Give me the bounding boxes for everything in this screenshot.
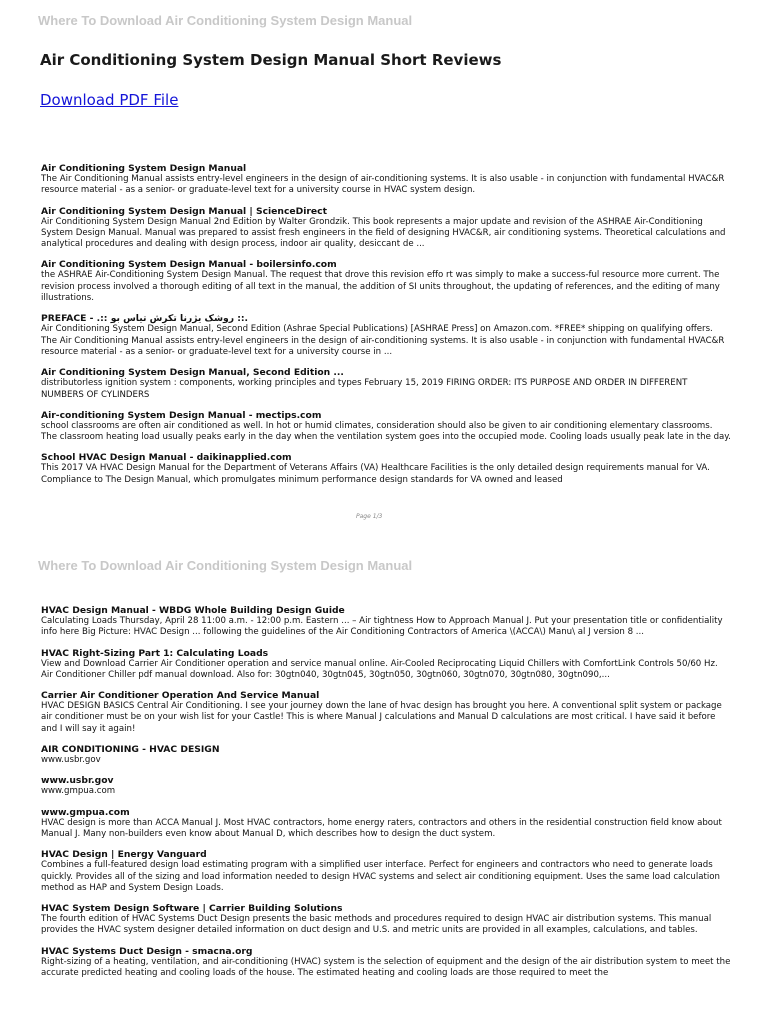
entry-text: The Air Conditioning Manual assists entry-level engineers in the design of air-conditioning systems. It is also usable - in conjunction with fundamental HVAC&R resource material - as a senior- or graduate-level text for a university course in HVAC system design.	[41, 174, 725, 196]
entry-title: www.gmpua.com	[41, 806, 130, 818]
entry-title: School HVAC Design Manual - daikinapplied.com	[41, 452, 292, 464]
entry-title: Air Conditioning System Design Manual | ScienceDirect	[41, 205, 327, 217]
list-item	[41, 775, 731, 797]
document-page-2	[0, 548, 768, 1024]
list-item	[41, 807, 731, 841]
list-item	[41, 903, 731, 937]
list-item	[41, 367, 731, 401]
list-item	[41, 452, 731, 486]
download-pdf-link[interactable]: Download PDF File	[40, 91, 179, 109]
entry-text: Combines a full-featured design load estimating program with a simplified user interface. Perfect for engineers and contractors who need to generate loads quickly. Provides all of the sizing and load information needed to design HVAC systems and select air conditioning equipment. Uses the same load calculation method as HAP and System Design Loads.	[41, 860, 720, 893]
entry-title: www.usbr.gov	[41, 775, 114, 787]
list-item	[41, 410, 731, 444]
list-item	[41, 690, 731, 735]
entry-text: HVAC design is more than ACCA Manual J. Most HVAC contractors, home energy raters, contractors and others in the residential construction field know about Manual J. Many non-builders even know about Manual D, which describes how to design the duct system.	[41, 817, 722, 839]
entry-text: distributorless ignition system : components, working principles and types February 15, 2019 FIRING ORDER: ITS PURPOSE AND ORDER IN DIFFERENT NUMBERS OF CYLINDERS	[41, 378, 688, 400]
list-item	[41, 163, 731, 197]
list-item	[41, 259, 731, 304]
list-item	[41, 946, 731, 980]
entry-text: Right-sizing of a heating, ventilation, and air-conditioning (HVAC) system is the selection of equipment and the design of the air distribution system to meet the accurate predicted heating and cooling loads of the house. The estimated heating and cooling loads are those required to meet the	[41, 956, 731, 979]
entry-text: HVAC DESIGN BASICS Central Air Conditioning. I see your journey down the lane of hvac design has brought you here. A conventional split system or package air conditioner must be on your wish list for your Castle! This is where Manual J calculations and Manual D calculations are most critical. I have said it before and I will say it again!	[41, 701, 722, 734]
entry-text: Calculating Loads Thursday, April 28 11:00 a.m. - 12:00 p.m. Eastern ... – Air tightness How to Approach Manual J. Put your presentation title or confidentiality info here Big Picture: HVAC Design ... following the guidelines of the Air Conditioning Contractors of America \(ACCA\) Manu\ al J version 8 ...	[41, 616, 723, 638]
entry-text: www.gmpua.com	[41, 786, 116, 797]
entry-title: HVAC Systems Duct Design - smacna.org	[41, 945, 253, 957]
running-head: Where To Download Air Conditioning System Design Manual	[38, 13, 413, 28]
entry-text: school classrooms are often air conditioned as well. In hot or humid climates, consideration should also be given to air conditioning elementary classrooms. The classroom heating load usually peaks early in the day when the ventilation system goes into the occupied mode. Cooling loads usually peak late in the day.	[41, 420, 731, 443]
entry-text: View and Download Carrier Air Conditioner operation and service manual online. Air-Cooled Reciprocating Liquid Chillers with ComfortLink Controls 50/60 Hz. Air Conditioner Chiller pdf manual download. Also for: 30gtn040, 30gtn045, 30gtn050, 30gtn060, 30gtn070, 30gtn080, 30gtn090,...	[41, 658, 718, 680]
page-number: Page 1/3	[356, 513, 383, 520]
entry-title: HVAC System Design Software | Carrier Building Solutions	[41, 903, 343, 915]
entry-text: Air Conditioning System Design Manual, Second Edition (Ashrae Special Publications) [ASHRAE Press] on Amazon.com. *FREE* shipping on qualifying offers. The Air Conditioning Manual assists entry-level engineers in the design of air-conditioning systems. It is also usable - in conjunction with fundamental HVAC&R resource material - as a senior- or graduate-level text for a university course in ...	[41, 324, 725, 357]
running-head: Where To Download Air Conditioning System Design Manual	[38, 558, 413, 573]
entry-text: Air Conditioning System Design Manual 2nd Edition by Walter Grondzik. This book represents a major update and revision of the ASHRAE Air-Conditioning System Design Manual. Manual was prepared to assist fresh engineers in the field of designing HVAC&R, air conditioning systems. Theoretical calculations and analytical procedures and dealing with design process, indoor air quality, desiccant de ...	[41, 216, 726, 250]
entry-text: www.usbr.gov	[41, 755, 101, 766]
review-list-1	[41, 163, 731, 495]
entry-title: HVAC Design | Energy Vanguard	[41, 849, 207, 861]
entry-text: The fourth edition of HVAC Systems Duct Design presents the basic methods and procedures required to design HVAC air distribution systems. This manual provides the HVAC system designer detailed information on duct design and U.S. and metric units are provided in all examples, calculations, and tables.	[41, 914, 712, 936]
entry-title: HVAC Right-Sizing Part 1: Calculating Loads	[41, 647, 269, 659]
entry-title: PREFACE - .:: روشک یژرنا تکرش تیاس بو ::.	[41, 313, 249, 325]
review-list-2	[41, 605, 731, 988]
list-item	[41, 206, 731, 251]
list-item	[41, 648, 731, 682]
entry-title: Air Conditioning System Design Manual - boilersinfo.com	[41, 259, 337, 271]
list-item	[41, 605, 731, 639]
entry-text: This 2017 VA HVAC Design Manual for the Department of Veterans Affairs (VA) Healthcare Facilities is the only detailed design requirements manual for VA. Compliance to The Design Manual, which promulgates minimum performance design standards for VA owned and leased	[41, 463, 710, 485]
list-item	[41, 849, 731, 894]
entry-text: the ASHRAE Air-Conditioning System Design Manual. The request that drove this revision effo rt was simply to make a success-ful resource more current. The revision process involved a thorough editing of all text in the manual, the addition of SI units throughout, the updating of references, and the editing of many illustrations.	[41, 270, 720, 304]
entry-title: Air Conditioning System Design Manual	[41, 163, 247, 174]
list-item	[41, 744, 731, 766]
page-title: Air Conditioning System Design Manual Short Reviews	[40, 51, 502, 69]
entry-title: Carrier Air Conditioner Operation And Service Manual	[41, 690, 320, 702]
entry-title: HVAC Design Manual - WBDG Whole Building Design Guide	[41, 605, 345, 616]
list-item	[41, 313, 731, 358]
entry-title: Air Conditioning System Design Manual, Second Edition ...	[41, 367, 344, 379]
entry-title: AIR CONDITIONING - HVAC DESIGN	[41, 744, 220, 756]
entry-title: Air-conditioning System Design Manual - mectips.com	[41, 409, 322, 421]
